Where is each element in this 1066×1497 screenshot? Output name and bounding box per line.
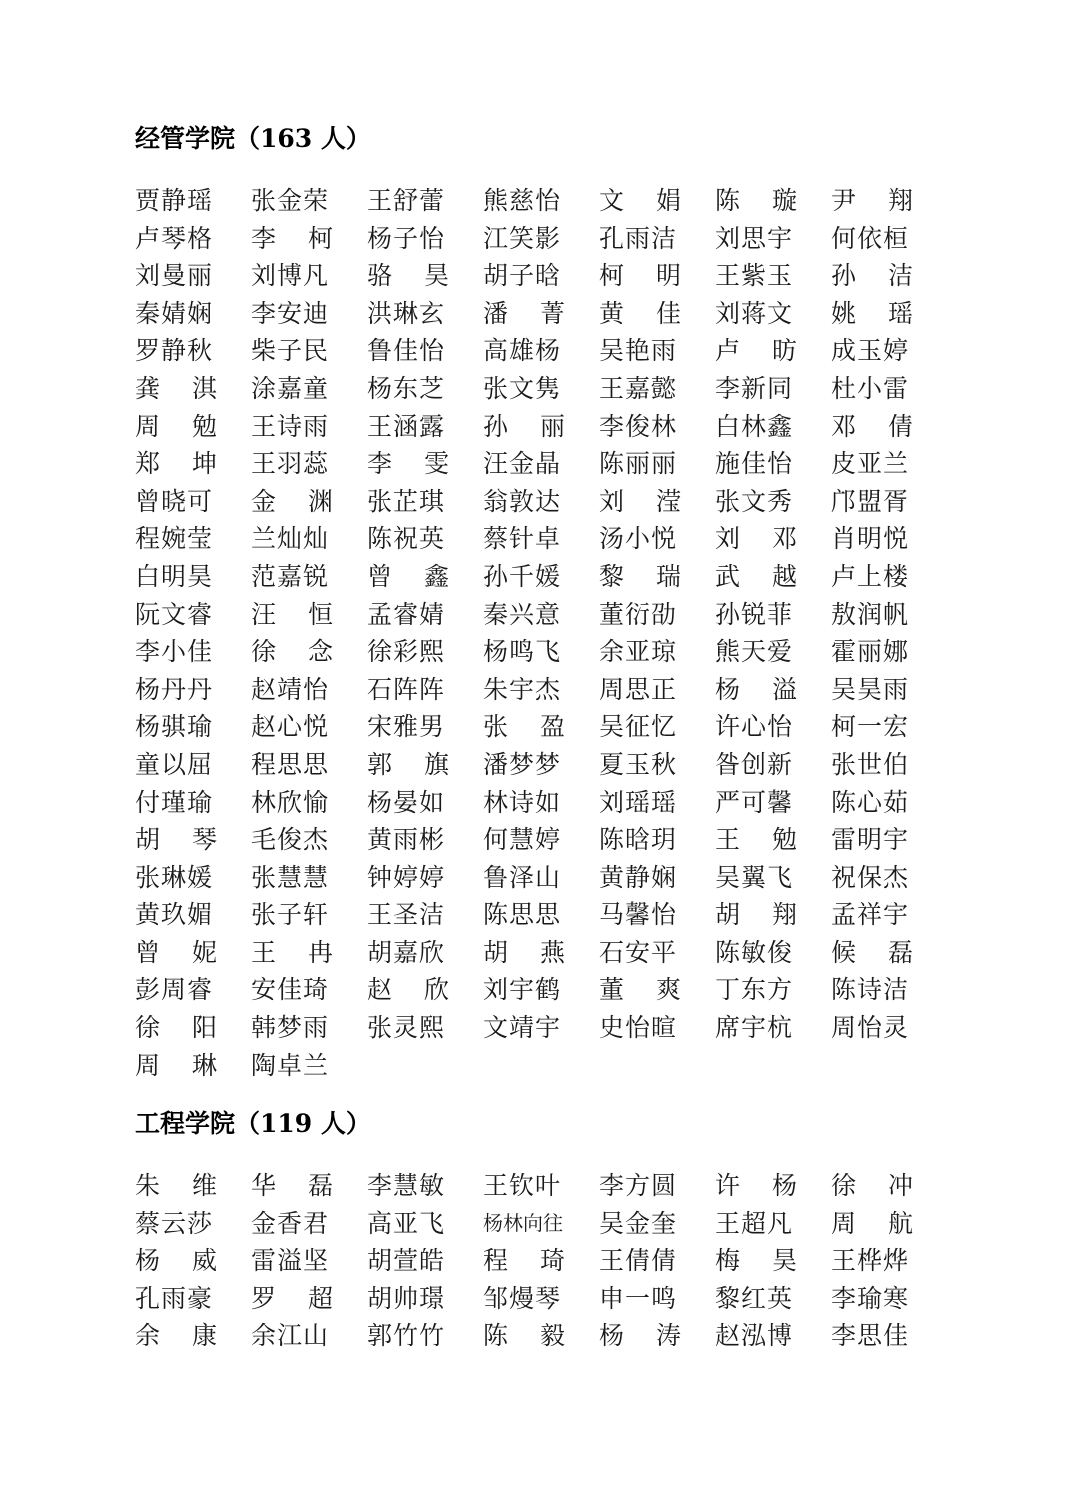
name-cell: 孙锐菲: [715, 599, 794, 629]
name-cell: 卢上楼: [831, 561, 910, 591]
name-cell: 程思思: [251, 749, 330, 779]
name-cell: 刘 邓: [715, 524, 797, 554]
name-cell: 孔雨豪: [135, 1283, 214, 1313]
name-cell: 邝盟胥: [831, 486, 910, 516]
name-cell: 郭 旗: [367, 749, 449, 779]
name-cell: 张琳媛: [135, 862, 214, 892]
name-cell: 张灵熙: [367, 1013, 446, 1043]
name-cell: 何慧婷: [483, 825, 562, 855]
name-cell: 洪琳玄: [367, 298, 446, 328]
name-cell: 王钦叶: [483, 1171, 562, 1200]
name-cell: 林诗如: [483, 787, 562, 817]
name-cell: 杨晏如: [367, 787, 446, 817]
section-heading-management: 经管学院（163 人）: [135, 124, 371, 153]
name-cell: 孟祥宇: [831, 900, 910, 930]
name-cell: 陶卓兰: [251, 1050, 330, 1080]
name-cell: 许 杨: [715, 1171, 797, 1200]
name-cell: 兰灿灿: [251, 524, 330, 554]
name-cell: 祝保杰: [831, 862, 910, 892]
name-cell: 杨骐瑜: [135, 712, 214, 742]
name-cell: 秦婧娴: [135, 298, 214, 328]
name-cell: 柯一宏: [831, 712, 910, 742]
name-cell: 熊慈怡: [483, 186, 562, 215]
name-cell: 张子轩: [251, 900, 330, 930]
name-cell: 王嘉懿: [599, 373, 678, 403]
name-cell: 文靖宇: [483, 1013, 562, 1043]
name-cell: 汤小悦: [599, 524, 678, 554]
name-cell: 童以屈: [135, 749, 214, 779]
name-cell: 杨 溢: [715, 674, 797, 704]
name-cell: 余江山: [251, 1321, 330, 1351]
name-cell: 李慧敏: [367, 1171, 446, 1200]
name-cell: 陈祝英: [367, 524, 446, 554]
name-cell: 陈晗玥: [599, 825, 678, 855]
name-cell: 马馨怡: [599, 900, 678, 930]
name-cell: 孙 丽: [483, 411, 565, 441]
name-cell: 张文秀: [715, 486, 794, 516]
name-cell: 邹熳琴: [483, 1283, 562, 1313]
name-cell: 王圣洁: [367, 900, 446, 930]
name-cell: 安佳琦: [251, 975, 330, 1005]
name-cell: 黄玖媚: [135, 900, 214, 930]
name-cell: 金香君: [251, 1208, 330, 1238]
name-cell: 张金荣: [251, 186, 330, 215]
name-cell: 王倩倩: [599, 1246, 678, 1276]
name-cell: 吴金奎: [599, 1208, 678, 1238]
name-cell: 黄 佳: [599, 298, 681, 328]
section-heading-engineering: 工程学院（119 人）: [135, 1109, 371, 1138]
name-cell: 刘博凡: [251, 261, 330, 291]
name-cell: 徐 念: [251, 637, 333, 667]
name-cell: 李 雯: [367, 449, 449, 479]
name-cell: 陈心茹: [831, 787, 910, 817]
name-cell: 吴艳雨: [599, 336, 678, 366]
name-cell: 张芷琪: [367, 486, 446, 516]
name-cell: 李安迪: [251, 298, 330, 328]
name-cell: 吴征忆: [599, 712, 678, 742]
name-cell: 胡 琴: [135, 825, 217, 855]
name-cell: 骆 昊: [367, 261, 449, 291]
name-cell: 王诗雨: [251, 411, 330, 441]
name-cell: 白明昊: [135, 561, 214, 591]
name-cell: 杨 威: [135, 1246, 217, 1276]
name-cell: 刘思宇: [715, 223, 794, 253]
name-cell: 蔡云莎: [135, 1208, 214, 1238]
name-cell: 白林鑫: [715, 411, 794, 441]
name-cell: 孟睿婧: [367, 599, 446, 629]
name-cell: 许心怡: [715, 712, 794, 742]
name-cell: 付瑾瑜: [135, 787, 214, 817]
name-cell: 朱 维: [135, 1171, 217, 1200]
name-cell: 杜小雷: [831, 373, 910, 403]
name-cell: 李小佳: [135, 637, 214, 667]
name-cell: 陈 璇: [715, 186, 797, 215]
name-cell: 周思正: [599, 674, 678, 704]
name-cell: 周 琳: [135, 1050, 217, 1080]
name-cell: 赵靖怡: [251, 674, 330, 704]
name-cell: 黄静娴: [599, 862, 678, 892]
name-cell: 张文隽: [483, 373, 562, 403]
name-cell: 翁敦达: [483, 486, 562, 516]
name-cell: 李新同: [715, 373, 794, 403]
name-cell: 王舒蕾: [367, 186, 446, 215]
name-cell: 陈诗洁: [831, 975, 910, 1005]
name-cell: 严可馨: [715, 787, 794, 817]
name-cell: 王桦烨: [831, 1246, 910, 1276]
name-cell: 李俊林: [599, 411, 678, 441]
name-cell: 刘瑶瑶: [599, 787, 678, 817]
name-cell: 程 琦: [483, 1246, 565, 1276]
name-cell: 李方圆: [599, 1171, 678, 1200]
name-cell: 柴子民: [251, 336, 330, 366]
name-cell: 刘 滢: [599, 486, 681, 516]
name-cell: 丁东方: [715, 975, 794, 1005]
name-cell: 成玉婷: [831, 336, 910, 366]
name-cell: 郭竹竹: [367, 1321, 446, 1351]
name-cell: 杨丹丹: [135, 674, 214, 704]
name-cell: 敖润帆: [831, 599, 910, 629]
name-cell: 武 越: [715, 561, 797, 591]
name-cell: 林欣愉: [251, 787, 330, 817]
name-cell: 杨鸣飞: [483, 637, 562, 667]
name-cell: 邓 倩: [831, 411, 913, 441]
name-cell: 罗 超: [251, 1283, 333, 1313]
name-cell: 李 柯: [251, 223, 333, 253]
name-cell: 毛俊杰: [251, 825, 330, 855]
name-cell: 潘梦梦: [483, 749, 562, 779]
name-cell: 赵泓博: [715, 1321, 794, 1351]
name-cell: 陈丽丽: [599, 449, 678, 479]
name-cell: 何依桓: [831, 223, 910, 253]
name-cell: 陈思思: [483, 900, 562, 930]
name-cell: 罗静秋: [135, 336, 214, 366]
name-cell: 昝创新: [715, 749, 794, 779]
name-cell: 杨 涛: [599, 1321, 681, 1351]
name-cell: 范嘉锐: [251, 561, 330, 591]
name-cell: 陈 毅: [483, 1321, 565, 1351]
name-cell: 王涵露: [367, 411, 446, 441]
name-cell: 刘曼丽: [135, 261, 214, 291]
name-cell: 雷明宇: [831, 825, 910, 855]
name-cell: 曾晓可: [135, 486, 214, 516]
name-cell: 吴昊雨: [831, 674, 910, 704]
name-cell: 孔雨洁: [599, 223, 678, 253]
name-cell: 黄雨彬: [367, 825, 446, 855]
name-cell: 申一鸣: [599, 1283, 678, 1313]
name-cell: 江笑影: [483, 223, 562, 253]
name-cell: 郑 坤: [135, 449, 217, 479]
name-cell: 周怡灵: [831, 1013, 910, 1043]
name-cell: 董 爽: [599, 975, 681, 1005]
name-cell: 金 渊: [251, 486, 333, 516]
name-cell: 周 勉: [135, 411, 217, 441]
name-cell: 汪 恒: [251, 599, 333, 629]
name-cell: 胡嘉欣: [367, 937, 446, 967]
name-cell: 钟婷婷: [367, 862, 446, 892]
name-cell: 胡 翔: [715, 900, 797, 930]
name-cell: 孙 洁: [831, 261, 913, 291]
name-cell: 贾静瑶: [135, 186, 214, 215]
name-cell: 潘 菁: [483, 298, 565, 328]
name-cell: 张 盈: [483, 712, 565, 742]
name-cell: 曾 妮: [135, 937, 217, 967]
name-cell: 文 娟: [599, 186, 681, 215]
name-cell: 徐 阳: [135, 1013, 217, 1043]
name-cell: 吴翼飞: [715, 862, 794, 892]
name-cell: 石阵阵: [367, 674, 446, 704]
name-cell: 李瑜寒: [831, 1283, 910, 1313]
name-cell: 王羽蕊: [251, 449, 330, 479]
name-cell: 刘宇鹤: [483, 975, 562, 1005]
name-cell: 孙千媛: [483, 561, 562, 591]
name-cell: 蔡针卓: [483, 524, 562, 554]
name-cell: 徐彩熙: [367, 637, 446, 667]
name-cell: 张世伯: [831, 749, 910, 779]
name-cell: 黎红英: [715, 1283, 794, 1313]
name-cell: 王紫玉: [715, 261, 794, 291]
name-cell: 杨东芝: [367, 373, 446, 403]
name-cell: 徐 冲: [831, 1171, 913, 1200]
name-cell: 卢 昉: [715, 336, 797, 366]
name-cell: 黎 瑞: [599, 561, 681, 591]
name-cell: 董衍劭: [599, 599, 678, 629]
name-cell: 梅 昊: [715, 1246, 797, 1276]
name-cell: 高亚飞: [367, 1208, 446, 1238]
name-cell: 鲁泽山: [483, 862, 562, 892]
name-cell: 施佳怡: [715, 449, 794, 479]
name-cell: 柯 明: [599, 261, 681, 291]
name-cell: 胡萱皓: [367, 1246, 446, 1276]
name-cell: 程婉莹: [135, 524, 214, 554]
name-cell: 秦兴意: [483, 599, 562, 629]
name-cell: 尹 翔: [831, 186, 913, 215]
name-cell: 皮亚兰: [831, 449, 910, 479]
name-cell: 霍丽娜: [831, 637, 910, 667]
name-cell: 周 航: [831, 1208, 913, 1238]
name-cell: 史怡暄: [599, 1013, 678, 1043]
name-cell: 李思佳: [831, 1321, 910, 1351]
name-cell: 卢琴格: [135, 223, 214, 253]
name-cell: 赵 欣: [367, 975, 449, 1005]
name-cell: 熊天爱: [715, 637, 794, 667]
name-cell: 赵心悦: [251, 712, 330, 742]
name-cell: 雷溢坚: [251, 1246, 330, 1276]
name-cell: 肖明悦: [831, 524, 910, 554]
name-cell: 胡子晗: [483, 261, 562, 291]
name-cell: 朱宇杰: [483, 674, 562, 704]
name-cell: 陈敏俊: [715, 937, 794, 967]
name-cell: 刘蒋文: [715, 298, 794, 328]
name-cell: 彭周睿: [135, 975, 214, 1005]
name-cell: 鲁佳怡: [367, 336, 446, 366]
name-cell: 张慧慧: [251, 862, 330, 892]
name-cell: 涂嘉童: [251, 373, 330, 403]
name-cell: 席宇杭: [715, 1013, 794, 1043]
name-cell: 龚 淇: [135, 373, 217, 403]
name-cell: 候 磊: [831, 937, 913, 967]
name-cell: 姚 瑶: [831, 298, 913, 328]
name-cell: 王 冉: [251, 937, 333, 967]
name-cell: 胡帅璟: [367, 1283, 446, 1313]
name-cell: 余亚琼: [599, 637, 678, 667]
name-cell: 宋雅男: [367, 712, 446, 742]
name-cell: 阮文睿: [135, 599, 214, 629]
name-cell: 汪金晶: [483, 449, 562, 479]
name-cell: 曾 鑫: [367, 561, 449, 591]
name-cell: 杨子怡: [367, 223, 446, 253]
name-cell: 韩梦雨: [251, 1013, 330, 1043]
name-cell: 夏玉秋: [599, 749, 678, 779]
name-cell: 石安平: [599, 937, 678, 967]
name-cell: 王 勉: [715, 825, 797, 855]
name-cell: 王超凡: [715, 1208, 794, 1238]
name-cell: 华 磊: [251, 1171, 333, 1200]
name-cell: 杨林向往: [483, 1210, 563, 1235]
name-cell: 胡 燕: [483, 937, 565, 967]
name-cell: 高雄杨: [483, 336, 562, 366]
name-cell: 余 康: [135, 1321, 217, 1351]
